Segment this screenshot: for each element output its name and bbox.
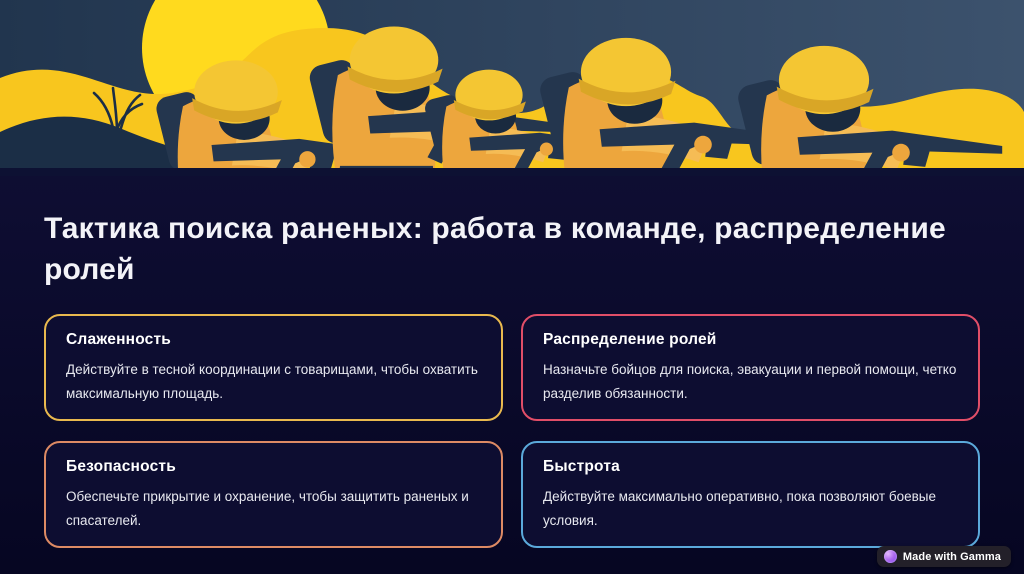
card-roles xyxy=(521,314,980,421)
card-body: Действуйте в тесной координации с товарищами, чтобы охватить максимальную площадь. xyxy=(66,362,478,402)
hero-bottom-band xyxy=(0,168,1024,176)
page-title: Тактика поиска раненых: работа в команде, распределение ролей xyxy=(44,212,946,287)
card-title: Быстрота xyxy=(543,458,620,476)
made-with-gamma-badge[interactable] xyxy=(877,546,1011,567)
card-speed xyxy=(521,441,980,548)
card-body: Назначьте бойцов для поиска, эвакуации и первой помощи, четко разделив обязанности. xyxy=(543,362,957,402)
title-block xyxy=(0,176,1024,290)
gamma-logo-icon xyxy=(884,550,897,563)
card-safety xyxy=(44,441,503,548)
hero-illustration xyxy=(0,0,1024,176)
card-title: Слаженность xyxy=(66,331,171,348)
card-coordination xyxy=(44,314,503,421)
cards-grid xyxy=(44,314,980,548)
card-title: Безопасность xyxy=(66,458,176,476)
card-body: Обеспечьте прикрытие и охранение, чтобы защитить раненых и спасателей. xyxy=(66,489,469,529)
badge-label: Made with Gamma xyxy=(902,550,1001,563)
card-body: Действуйте максимально оперативно, пока позволяют боевые условия. xyxy=(543,489,936,529)
card-title: Распределение ролей xyxy=(543,331,717,348)
